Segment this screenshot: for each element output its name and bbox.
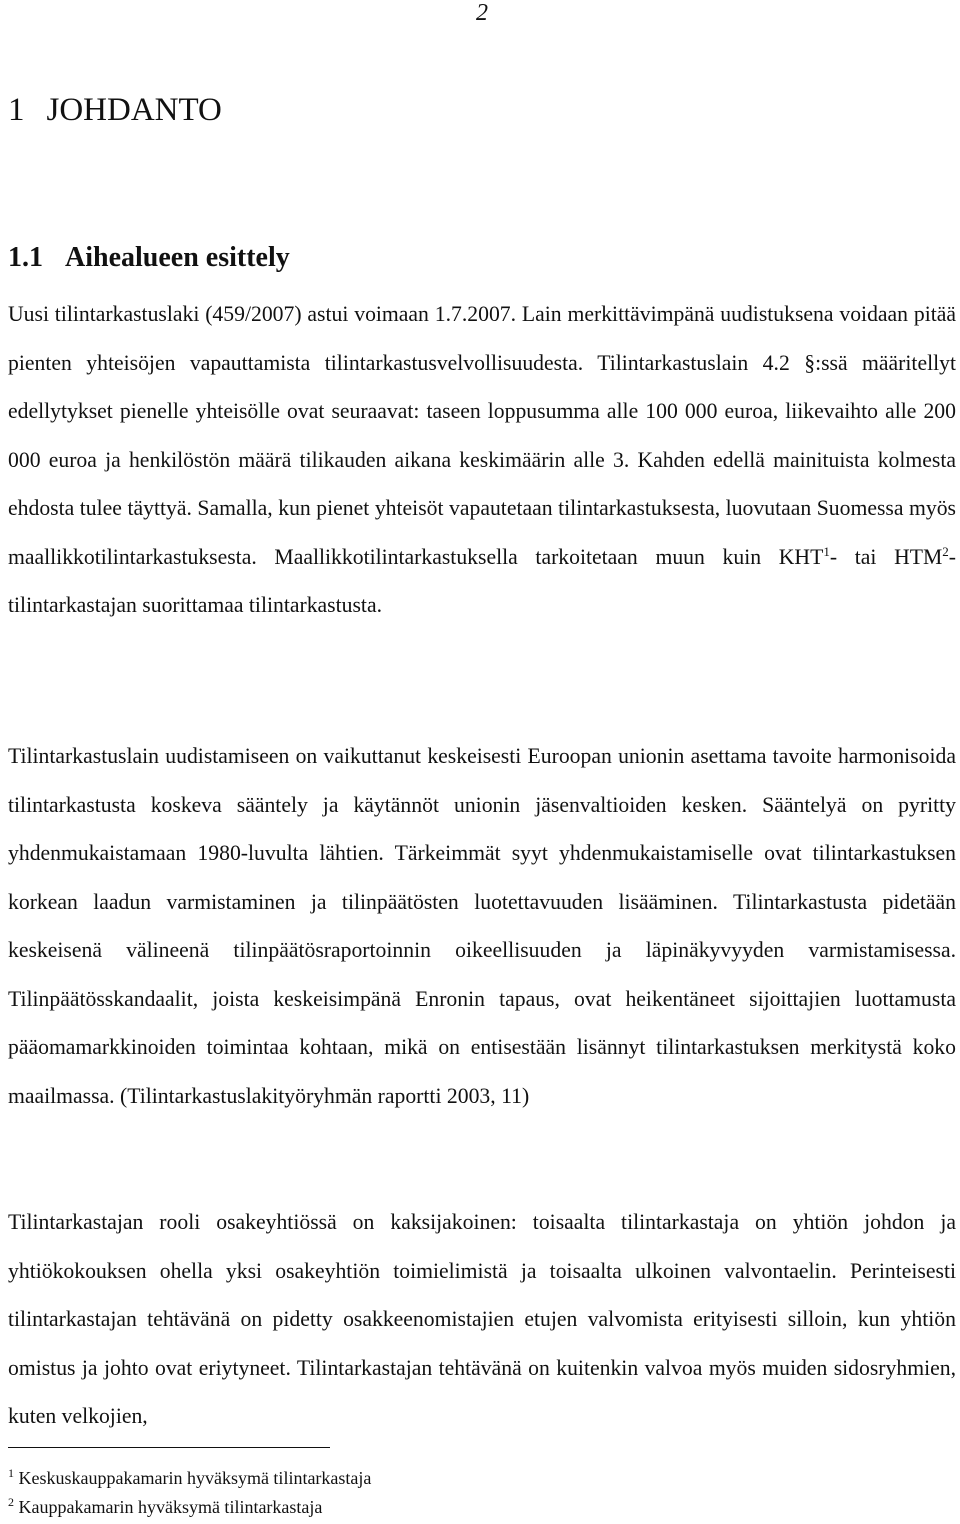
footnote-divider [8,1447,330,1448]
footnote-2-text: Kauppakamarin hyväksymä tilintarkastaja [18,1497,323,1517]
paragraph-1-text-a: Uusi tilintarkastuslaki (459/2007) astui voimaan 1.7.2007. Lain merkittävimpänä uudistuksena voidaan pitää pienten yhteisöjen vapauttamista tilintarkastusvelvollisuudesta. Tilintarkastuslain 4.2 §:ssä määritellyt edellytykset pienelle yhteisölle ovat seuraavat: taseen loppusumma alle 100 000 euroa, liikevaihto alle 200 000 euroa ja henkilöstön määrä tilikauden aikana keskimäärin alle 3. Kahden edellä mainituista kolmesta ehdosta tulee täyttyä. Samalla, kun pienet yhteisöt vapautetaan tilintarkastuksesta, luovutaan Suomessa myös maallikkotilintarkastuksesta. Maallikkotilintarkastuksella tarkoitetaan muun kuin KHT [8,302,956,569]
paragraph-1 [8,290,956,630]
paragraph-1-text-c: -tilintarkastajan suorittamaa tilintarkastusta. [8,544,956,617]
section-title-text: Aihealueen esittely [65,242,290,273]
chapter-title-text: JOHDANTO [46,92,222,128]
footnote-1 [8,1466,371,1489]
paragraph-1-text-b: - tai HTM [829,544,943,569]
paragraph-2: Tilintarkastuslain uudistamiseen on vaikuttanut keskeisesti Euroopan unionin asettama tavoite harmonisoida tilintarkastusta koskeva sääntely ja käytännöt unionin jäsenvaltioiden kesken. Sääntelyä on pyritty yhdenmukaistamaan 1980-luvulta lähtien. Tärkeimmät syyt yhdenmukaistamiselle ovat tilintarkastuksen korkean laadun varmistaminen ja tilinpäätösten luotettavuuden lisääminen. Tilintarkastusta pidetään keskeisenä välineenä tilinpäätösraportoinnin oikeellisuuden ja läpinäkyvyyden varmistamisessa. Tilinpäätösskandaalit, joista keskeisimpänä Enronin tapaus, ovat heikentäneet sijoittajien luottamusta pääomamarkkinoiden toimintaa kohtaan, mikä on entisestään lisännyt tilintarkastuksen merkitystä koko maailmassa. (Tilintarkastuslakityöryhmän raportti 2003, 11) [8,744,956,1108]
footnote-ref-1[interactable]: 1 [823,543,830,559]
chapter-title [8,92,222,129]
footnote-1-number: 1 [8,1466,14,1480]
footnote-1-text: Keskuskauppakamarin hyväksymä tilintarkastaja [18,1468,372,1488]
footnote-2-number: 2 [8,1495,14,1509]
footnote-ref-2[interactable]: 2 [942,543,949,559]
page-number: 2 [476,0,488,26]
paragraph-3: Tilintarkastajan rooli osakeyhtiössä on kaksijakoinen: toisaalta tilintarkastaja on yhtiön johdon ja yhtiökokouksen ohella yksi osakeyhtiön toimielimistä ja toisaalta ulkoinen valvontaelin. Perinteisesti tilintarkastajan tehtävänä on pidetty osakkeenomistajien etujen valvomista erityisesti silloin, kun yhtiön omistus ja johto ovat eriytyneet. Tilintarkastajan tehtävänä on kuitenkin valvoa myös muiden sidosryhmien, kuten velkojien, [8,1210,956,1428]
chapter-number: 1 [8,92,25,128]
section-title [8,242,290,274]
footnote-2 [8,1495,322,1518]
section-number: 1.1 [8,242,43,273]
